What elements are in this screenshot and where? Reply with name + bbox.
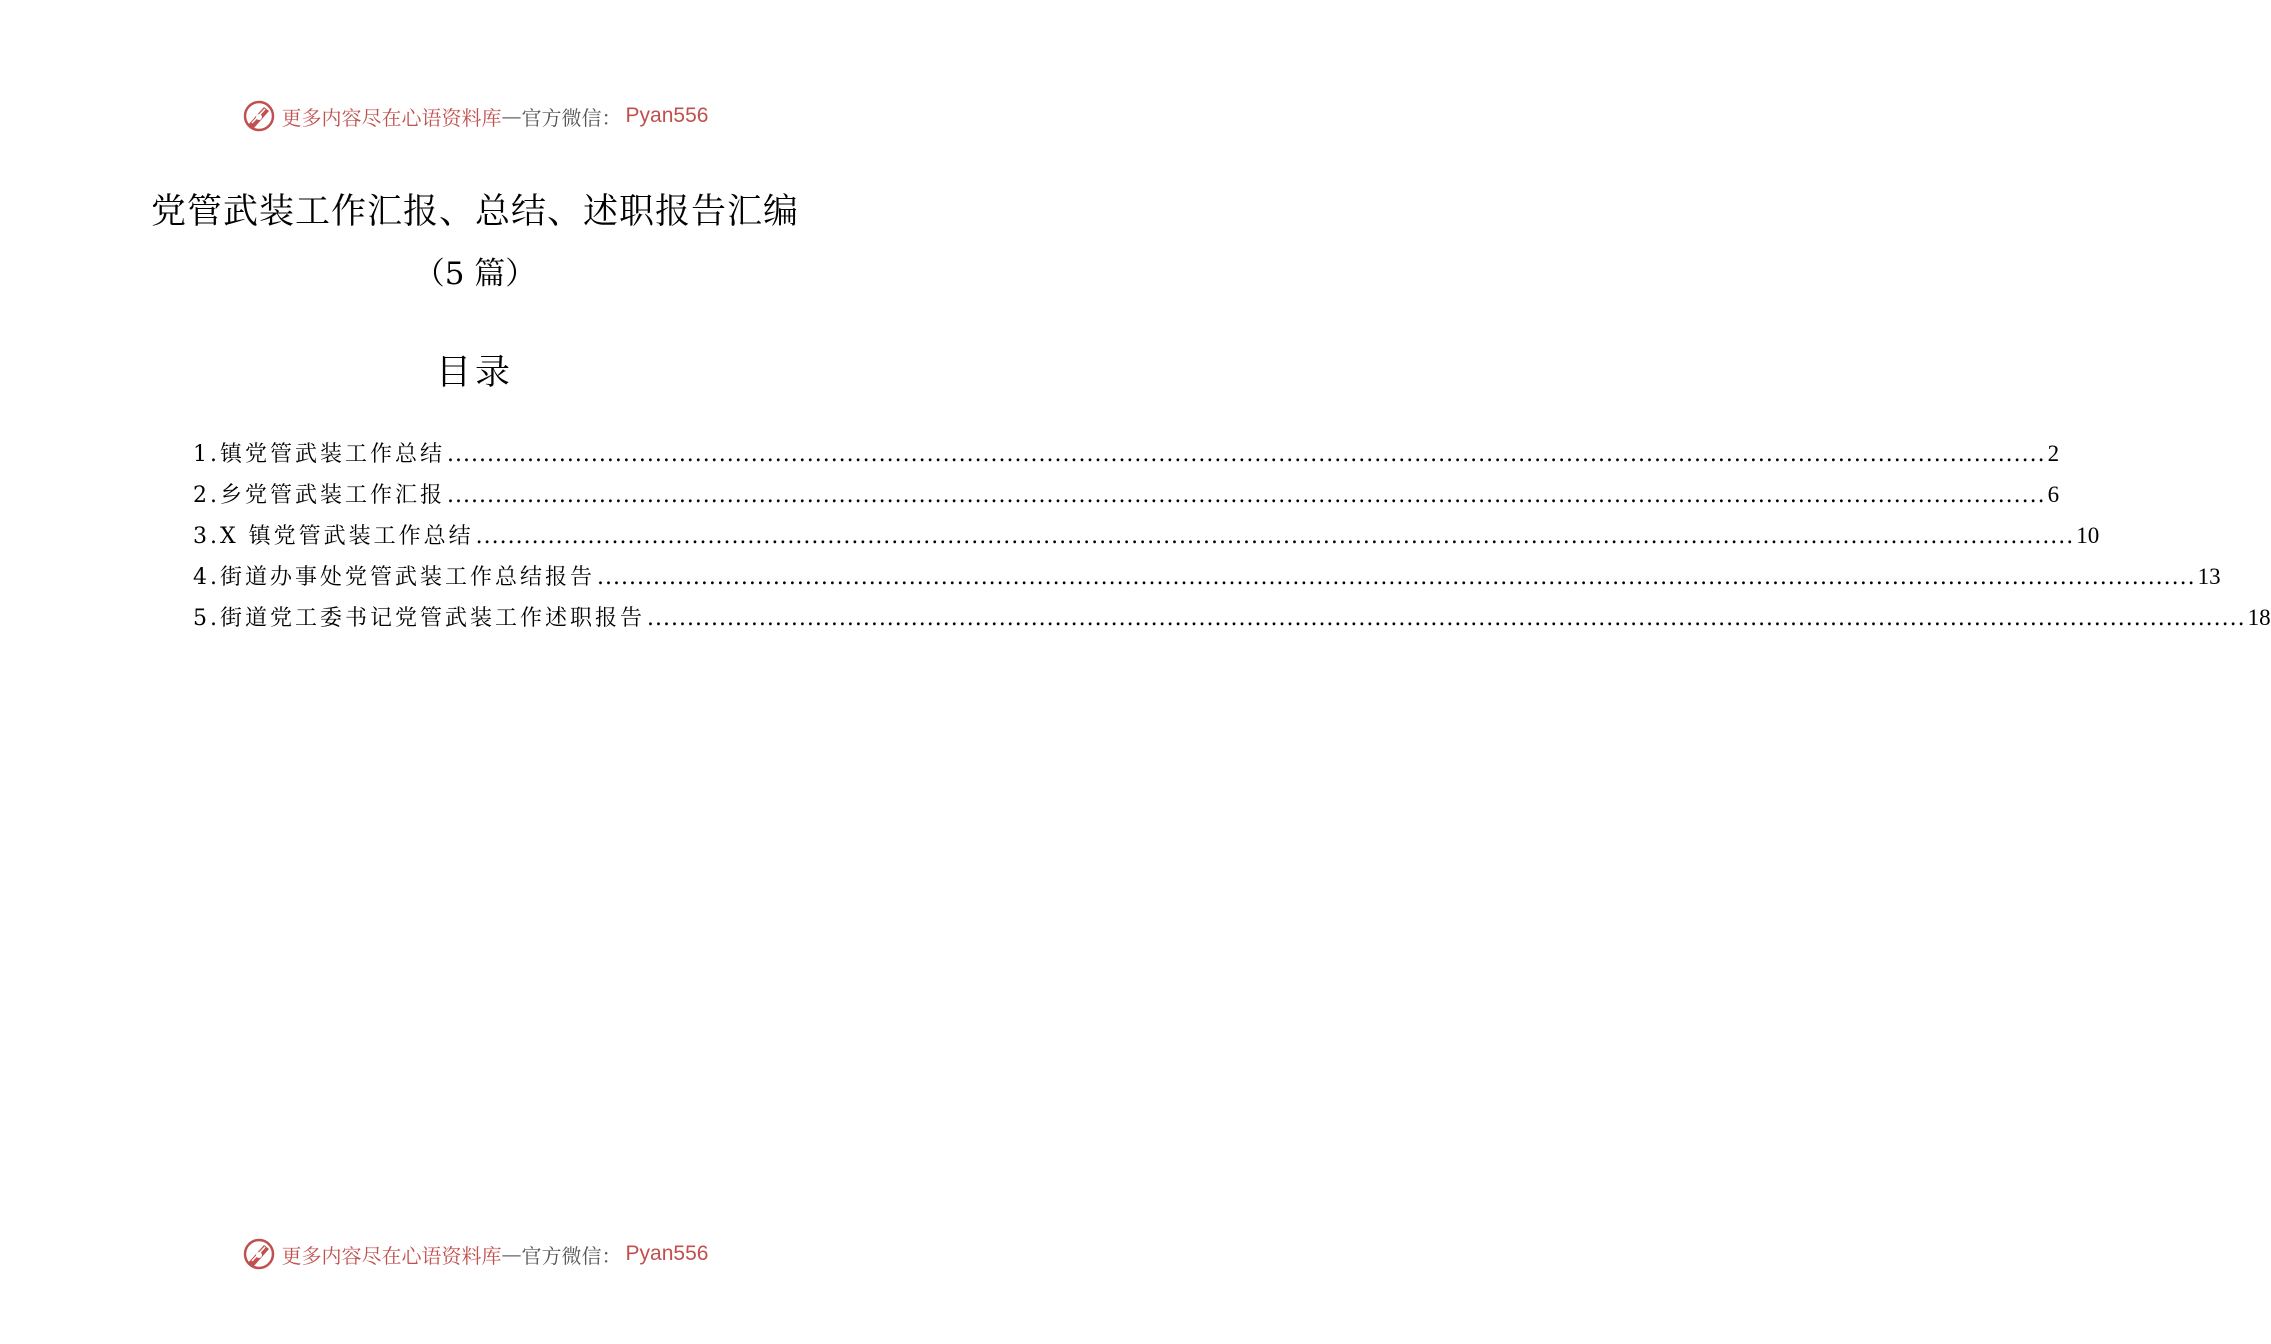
toc-entry-label: 镇党管武装工作总结 — [220, 442, 446, 467]
banner-main-text: 更多内容尽在心语资料库 — [281, 1243, 502, 1268]
toc-entry-number: 2. — [193, 483, 220, 508]
document-subtitle: （5 篇） — [413, 256, 537, 292]
toc-entry-label: X 镇党管武装工作总结 — [220, 524, 474, 549]
toc-heading: 目录 — [435, 353, 514, 393]
toc-leader-dots: ........................................................................................................................................................................................................ — [647, 606, 2246, 631]
toc-entry[interactable] — [193, 478, 2060, 519]
pen-nib-circle-icon — [242, 99, 276, 133]
table-of-contents — [193, 437, 2271, 642]
toc-entry-label: 街道办事处党管武装工作总结报告 — [220, 565, 596, 590]
banner-wechat-label: 官方微信： — [521, 105, 622, 130]
toc-leader-dots: ........................................................................................................................................................................................................ — [475, 524, 2075, 549]
banner-main-text: 更多内容尽在心语资料库 — [281, 105, 502, 130]
toc-entry-label: 街道党工委书记党管武装工作述职报告 — [220, 606, 646, 631]
document-title: 党管武装工作汇报、总结、述职报告汇编 — [150, 192, 799, 232]
toc-entry-page: 2 — [2047, 441, 2060, 466]
toc-entry-label: 乡党管武装工作汇报 — [220, 483, 446, 508]
toc-leader-dots: ........................................................................................................................................................................................................ — [447, 483, 2046, 508]
toc-entry[interactable] — [193, 601, 2271, 642]
toc-entry[interactable] — [193, 519, 2100, 560]
toc-entry-number: 5. — [193, 606, 220, 631]
toc-entry[interactable] — [193, 560, 2221, 601]
toc-entry-page: 6 — [2047, 482, 2060, 507]
toc-entry-number: 4. — [193, 565, 220, 590]
banner-wechat-label: 官方微信： — [521, 1243, 622, 1268]
footer-watermark-banner — [0, 1234, 950, 1274]
banner-dash: — — [501, 1242, 522, 1266]
toc-entry-number: 1. — [193, 442, 220, 467]
banner-wechat-id: Pyan556 — [625, 104, 709, 127]
toc-entry-page: 13 — [2197, 564, 2221, 589]
banner-dash: — — [501, 104, 522, 128]
toc-entry-number: 3. — [193, 524, 220, 549]
toc-leader-dots: ........................................................................................................................................................................................................ — [597, 565, 2196, 590]
toc-leader-dots: ........................................................................................................................................................................................................ — [447, 442, 2046, 467]
toc-entry[interactable] — [193, 437, 2060, 478]
pen-nib-circle-icon — [242, 1237, 276, 1271]
toc-entry-page: 18 — [2247, 605, 2271, 630]
toc-entry-page: 10 — [2076, 523, 2100, 548]
header-watermark-banner — [0, 96, 950, 136]
banner-wechat-id: Pyan556 — [625, 1242, 709, 1265]
